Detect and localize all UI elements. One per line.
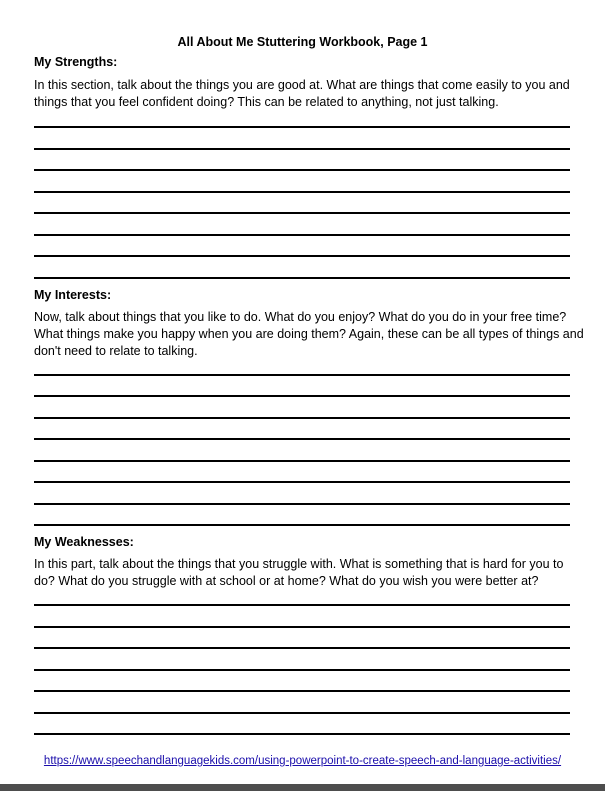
writing-line — [34, 169, 570, 171]
writing-line — [34, 647, 570, 649]
source-url-link[interactable]: https://www.speechandlanguagekids.com/using-powerpoint-to-create-speech-and-language-activities/ — [43, 755, 562, 767]
writing-line — [34, 191, 570, 193]
writing-line — [34, 374, 570, 376]
interests-prompt-line: Now, talk about things that you like to do. What do you enjoy? What do you do in your free time? — [34, 310, 567, 324]
writing-line — [34, 690, 570, 692]
viewer-bottom-bar — [0, 784, 605, 791]
interests-prompt-line: What things make you happy when you are doing them? Again, these can be all types of things and — [34, 327, 584, 341]
weaknesses-prompt — [34, 556, 574, 590]
page-title: All About Me Stuttering Workbook, Page 1 — [177, 35, 428, 49]
writing-line — [34, 395, 570, 397]
interests-prompt-line: don't need to relate to talking. — [34, 344, 198, 358]
interests-prompt — [34, 309, 584, 360]
writing-line — [34, 503, 570, 505]
weaknesses-prompt-line: In this part, talk about the things that you struggle with. What is something that is hard for you to — [34, 557, 564, 571]
writing-line — [34, 669, 570, 671]
writing-line — [34, 460, 570, 462]
writing-line — [34, 212, 570, 214]
strengths-prompt-line: In this section, talk about the things you are good at. What are things that come easily to you and — [34, 78, 570, 92]
writing-line — [34, 733, 570, 735]
writing-line — [34, 234, 570, 236]
weaknesses-heading: My Weaknesses: — [34, 535, 134, 549]
writing-line — [34, 438, 570, 440]
writing-line — [34, 481, 570, 483]
writing-line — [34, 712, 570, 714]
strengths-heading: My Strengths: — [34, 55, 118, 69]
writing-line — [34, 277, 570, 279]
writing-line — [34, 417, 570, 419]
writing-line — [34, 148, 570, 150]
writing-line — [34, 126, 570, 128]
writing-line — [34, 626, 570, 628]
writing-line — [34, 604, 570, 606]
strengths-prompt-line: things that you feel confident doing? This can be related to anything, not just talking. — [34, 95, 499, 109]
interests-heading: My Interests: — [34, 288, 112, 302]
writing-line — [34, 255, 570, 257]
strengths-prompt — [34, 77, 574, 111]
writing-line — [34, 524, 570, 526]
weaknesses-prompt-line: do? What do you struggle with at school or at home? What do you wish you were better at? — [34, 574, 539, 588]
